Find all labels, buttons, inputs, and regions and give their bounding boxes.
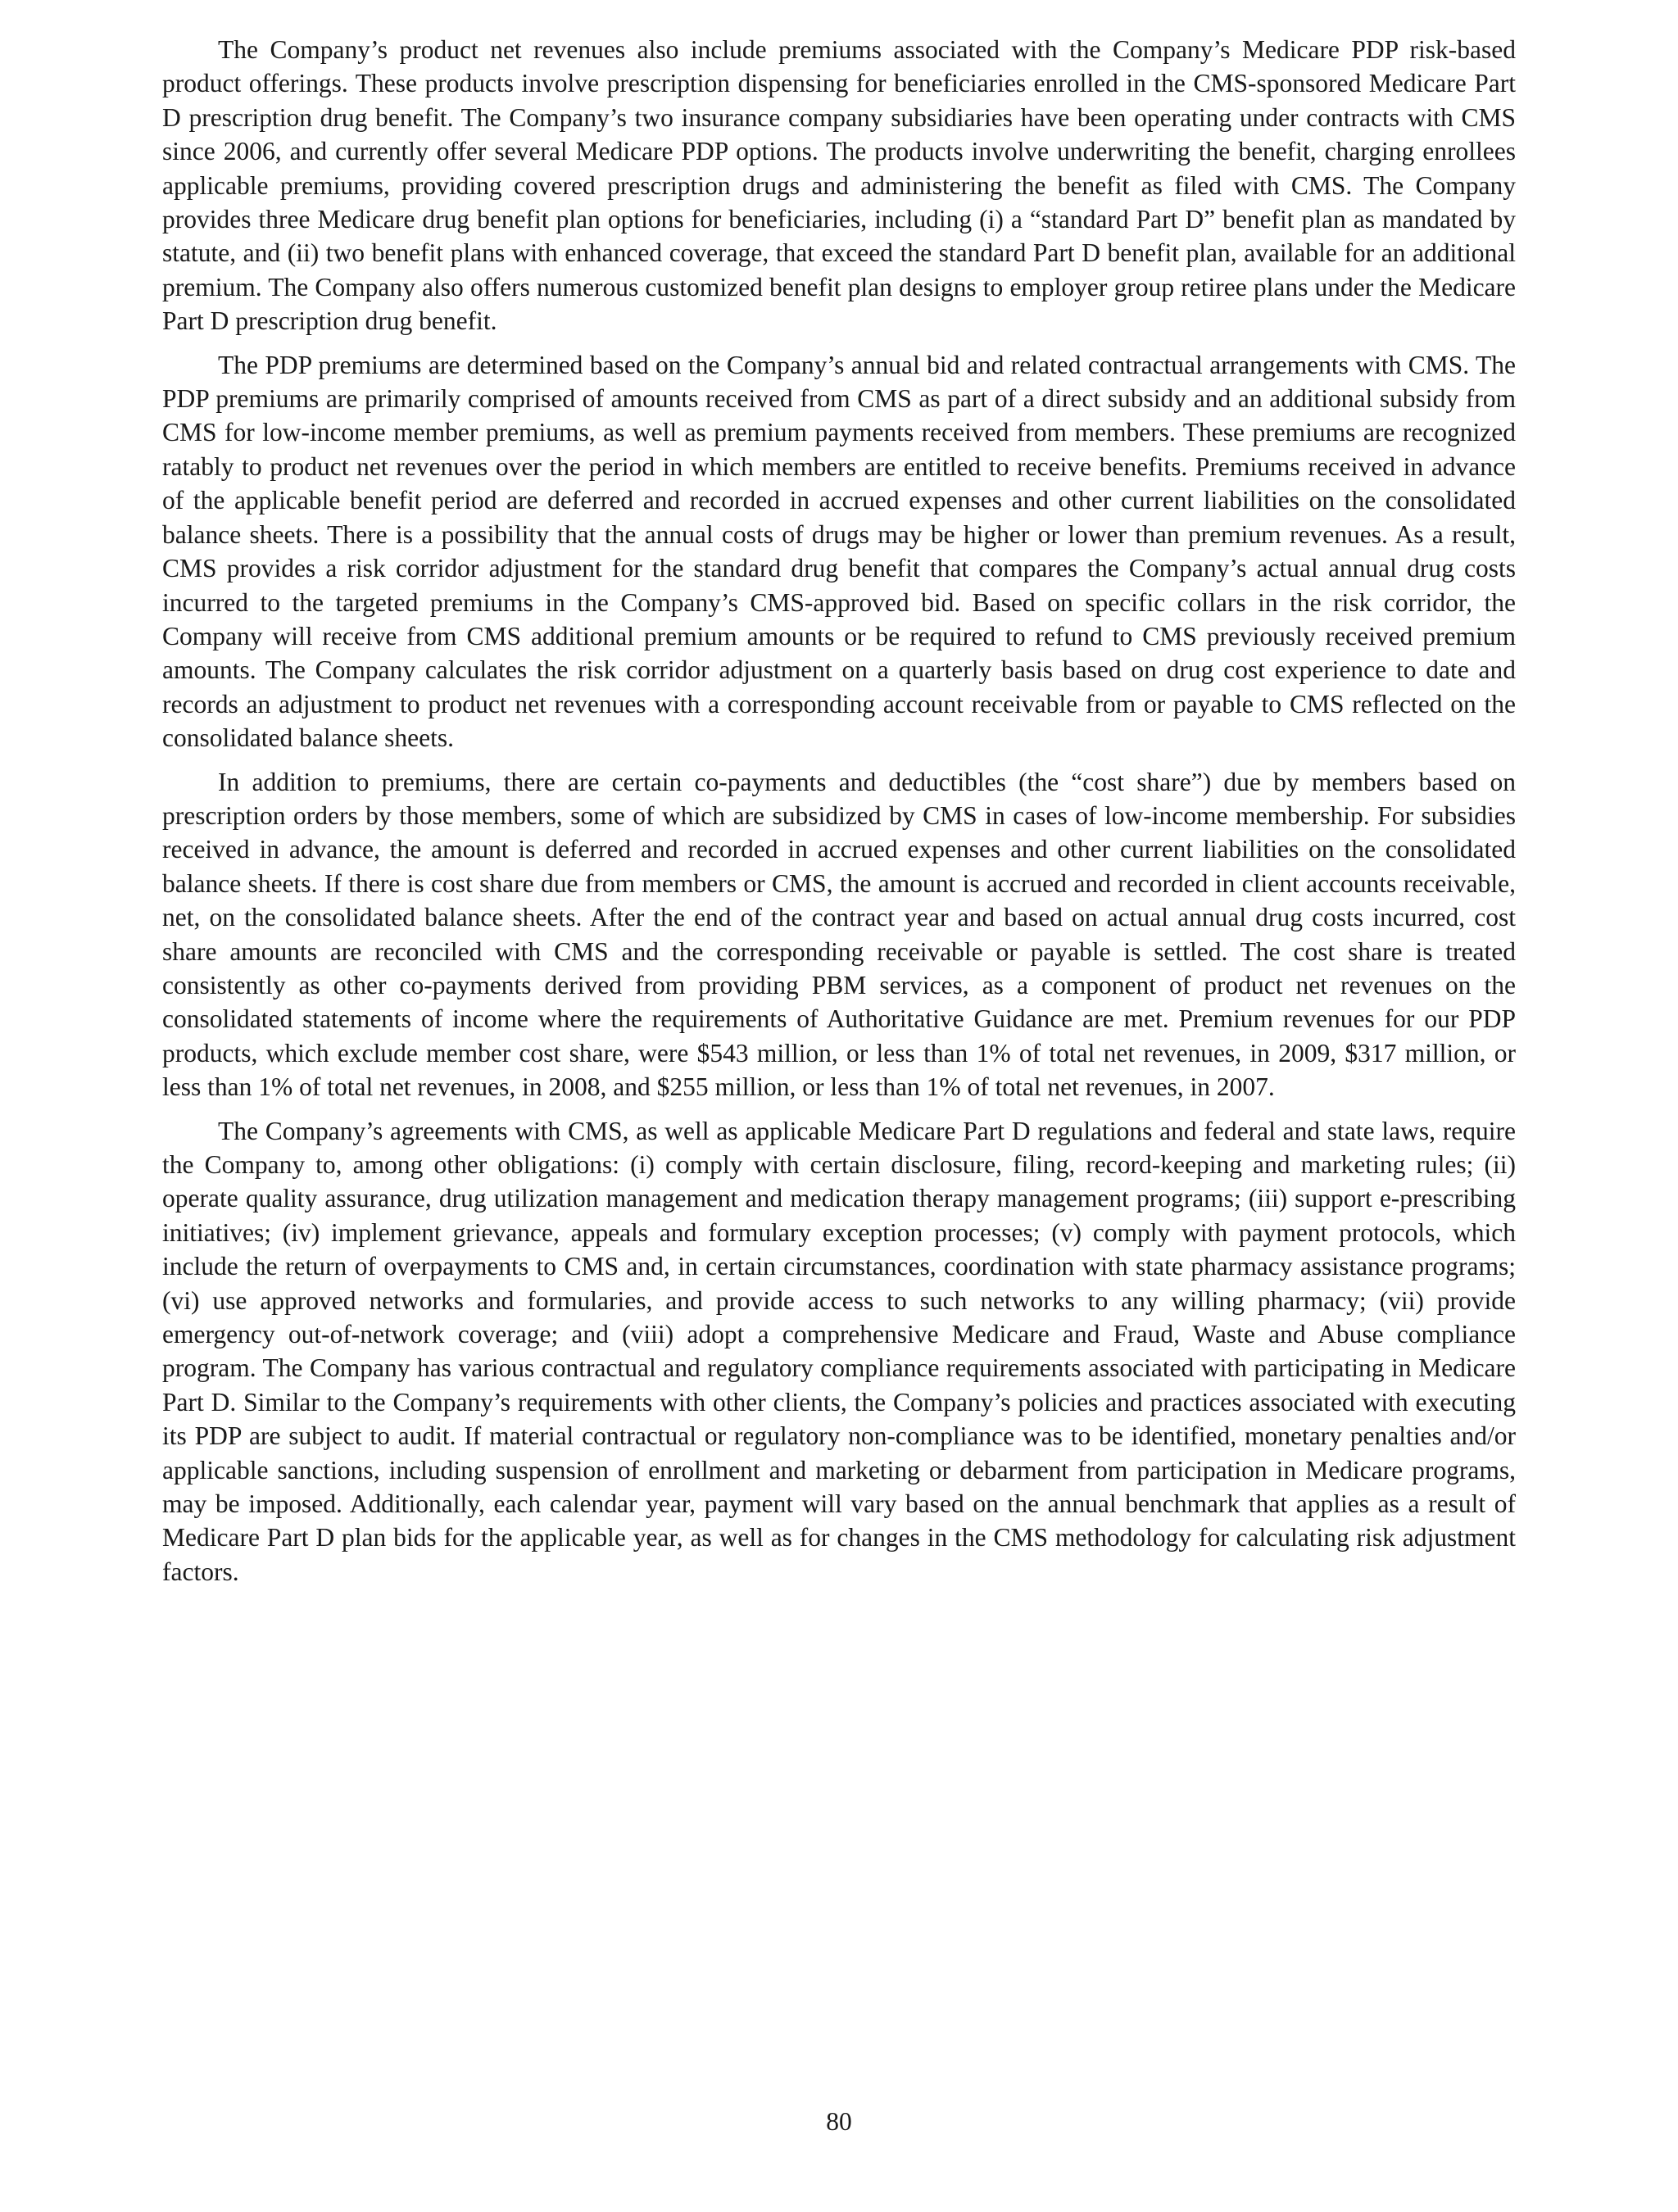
page-number: 80 <box>826 2107 852 2136</box>
document-body <box>162 33 1516 1598</box>
paragraph-pdp-premium-recognition: The PDP premiums are determined based on the Company’s annual bid and related contractual arrangements with CMS. The PDP premiums are primarily comprised of amounts received from CMS as part of a direct subsidy and an additional subsidy from CMS for low-income member premiums, as well as premium payments received from members. These premiums are recognized ratably to product net revenues over the period in which members are entitled to receive benefits. Premiums received in advance of the applicable benefit period are deferred and recorded in accrued expenses and other current liabilities on the consolidated balance sheets. There is a possibility that the annual costs of drugs may be higher or lower than premium revenues. As a result, CMS provides a risk corridor adjustment for the standard drug benefit that compares the Company’s actual annual drug costs incurred to the targeted premiums in the Company’s CMS-approved bid. Based on specific collars in the risk corridor, the Company will receive from CMS additional premium amounts or be required to refund to CMS previously received premium amounts. The Company calculates the risk corridor adjustment on a quarterly basis based on drug cost experience to date and records an adjustment to product net revenues with a corresponding account receivable from or payable to CMS reflected on the consolidated balance sheets. <box>162 350 1516 753</box>
paragraph-cms-agreements: The Company’s agreements with CMS, as well as applicable Medicare Part D regulations and federal and state laws, require the Company to, among other obligations: (i) comply with certain disclosure, filing, record-keeping and marketing rules; (ii) operate quality assurance, drug utilization management and medication therapy management programs; (iii) support e-prescribing initiatives; (iv) implement grievance, appeals and formulary exception processes; (v) comply with payment protocols, which include the return of overpayments to CMS and, in certain circumstances, coordination with state pharmacy assistance programs; (vi) use approved networks and formularies, and provide access to such networks to any willing pharmacy; (vii) provide emergency out-of-network coverage; and (viii) adopt a comprehensive Medicare and Fraud, Waste and Abuse compliance program. The Company has various contractual and regulatory compliance requirements associated with participating in Medicare Part D. Similar to the Company’s requirements with other clients, the Company’s policies and practices associated with executing its PDP are subject to audit. If material contractual or regulatory non-compliance was to be identified, monetary penalties and/or applicable sanctions, including suspension of enrollment and marketing or debarment from participation in Medicare programs, may be imposed. Additionally, each calendar year, payment will vary based on the annual benchmark that applies as a result of Medicare Part D plan bids for the applicable year, as well as for changes in the CMS methodology for calculating risk adjustment factors. <box>162 1116 1516 1586</box>
paragraph-cost-share: In addition to premiums, there are certain co-payments and deductibles (the “cost share”) due by members based on prescription orders by those members, some of which are subsidized by CMS in cases of low-income membership. For subsidies received in advance, the amount is deferred and recorded in accrued expenses and other current liabilities on the consolidated balance sheets. If there is cost share due from members or CMS, the amount is accrued and recorded in client accounts receivable, net, on the consolidated balance sheets. After the end of the contract year and based on actual annual drug costs incurred, cost share amounts are reconciled with CMS and the corresponding receivable or payable is settled. The cost share is treated consistently as other co-payments derived from providing PBM services, as a component of product net revenues on the consolidated statements of income where the requirements of Authoritative Guidance are met. Premium revenues for our PDP products, which exclude member cost share, were $543 million, or less than 1% of total net revenues, in 2009, $317 million, or less than 1% of total net revenues, in 2008, and $255 million, or less than 1% of total net revenues, in 2007. <box>162 767 1516 1102</box>
paragraph-pdp-premiums-overview: The Company’s product net revenues also include premiums associated with the Company’s Medicare PDP risk-based product offerings. These products involve prescription dispensing for beneficiaries enrolled in the CMS-sponsored Medicare Part D prescription drug benefit. The Company’s two insurance company subsidiaries have been operating under contracts with CMS since 2006, and currently offer several Medicare PDP options. The products involve underwriting the benefit, charging enrollees applicable premiums, providing covered prescription drugs and administering the benefit as filed with CMS. The Company provides three Medicare drug benefit plan options for beneficiaries, including (i) a “standard Part D” benefit plan as mandated by statute, and (ii) two benefit plans with enhanced coverage, that exceed the standard Part D benefit plan, available for an additional premium. The Company also offers numerous customized benefit plan designs to employer group retiree plans under the Medicare Part D prescription drug benefit. <box>162 35 1516 336</box>
